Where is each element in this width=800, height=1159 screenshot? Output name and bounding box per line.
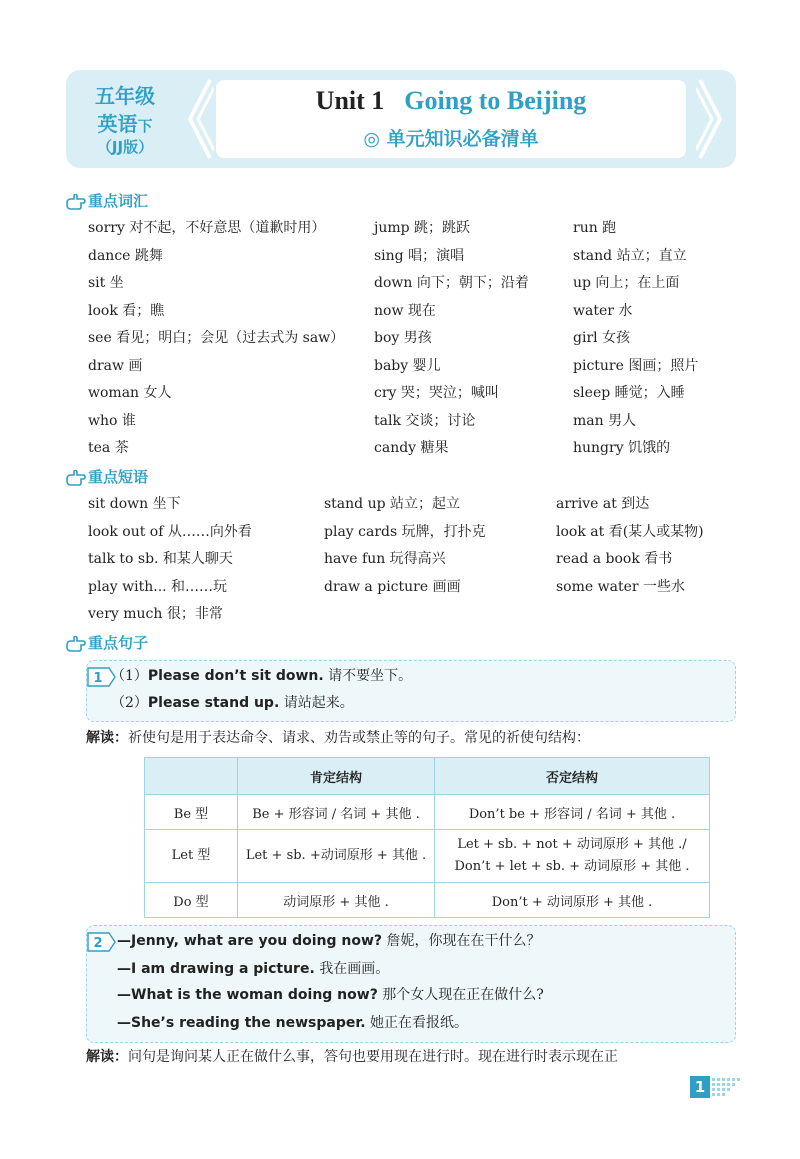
phrases-item: very much 很；非常 — [88, 606, 223, 622]
vocab-item: sit 坐 — [88, 275, 124, 291]
vocab-item: see 看见；明白；会见（过去式为 saw） — [88, 330, 345, 346]
vocab-item: man 男人 — [573, 412, 637, 429]
unit-name: Going to Beijing — [404, 86, 587, 115]
vocab-item: talk 交谈；讨论 — [374, 412, 476, 429]
dialog-line-3 — [117, 984, 544, 1006]
edition: （JJ版） — [96, 138, 154, 156]
left-chevron-icon — [184, 76, 214, 162]
unit-header — [66, 70, 736, 168]
number-tag-2-text: 2 — [93, 936, 103, 951]
dialog-line-2 — [117, 958, 389, 980]
vocab-item: stand 站立；直立 — [573, 247, 687, 264]
pointing-hand-icon — [66, 194, 86, 210]
vocab-item: hungry 饥饿的 — [573, 440, 671, 456]
vocab-item: dance 跳舞 — [88, 247, 163, 264]
dialog-zh: 我在画画。 — [319, 961, 390, 977]
vocab-item: look 看；瞧 — [88, 302, 165, 319]
imperative-table — [144, 757, 710, 918]
vocab-item: tea 茶 — [88, 440, 129, 456]
table-row — [145, 830, 710, 883]
vocab-item: baby 婴儿 — [374, 357, 441, 374]
explanation-2 — [86, 1046, 618, 1068]
phrases-item: arrive at 到达 — [556, 496, 650, 512]
grade-line2 — [66, 108, 184, 137]
sentence-prefix: （2） — [111, 695, 148, 711]
vocab-item: who 谁 — [88, 412, 136, 429]
sentence-1-1 — [111, 665, 412, 687]
phrases-item: some water 一些水 — [556, 578, 686, 595]
sentence-1-2 — [111, 692, 354, 714]
dialog-line-1 — [117, 930, 540, 952]
phrases-item: stand up 站立；起立 — [324, 496, 461, 512]
vocab-item: picture 图画；照片 — [573, 357, 699, 374]
vocab-item: boy 男孩 — [374, 330, 432, 346]
section-vocab — [66, 191, 148, 211]
dialog-en: —Jenny, what are you doing now? — [117, 933, 383, 949]
vocab-item: down 向下；朝下；沿着 — [374, 275, 529, 291]
number-tag-2 — [87, 932, 117, 952]
vocab-item: sing 唱；演唱 — [374, 247, 465, 264]
dialog-zh: 詹妮，你现在在干什么？ — [386, 933, 541, 949]
dot-pattern-icon — [712, 1077, 752, 1097]
dialog-zh: 她正在看报纸。 — [370, 1015, 469, 1031]
sentence-box-1 — [86, 660, 736, 722]
table-cell: Let + sb. +动词原形 + 其他 . — [238, 830, 435, 883]
vocab-item: woman 女人 — [88, 385, 172, 401]
table-cell — [435, 830, 710, 883]
table-cell-line: Let + sb. + not + 动词原形 + 其他 ./ — [457, 837, 687, 852]
sentence-prefix: （1） — [111, 668, 148, 684]
sentence-zh: 请不要坐下。 — [328, 668, 413, 684]
sentence-zh: 请站起来。 — [283, 695, 354, 711]
dialog-zh: 那个女人现在正在做什么? — [382, 987, 544, 1003]
table-cell: 动词原形 + 其他 . — [238, 883, 435, 918]
vocab-item: candy 糖果 — [374, 440, 449, 456]
unit-number: Unit 1 — [315, 86, 385, 115]
table-cell: Let 型 — [145, 830, 238, 883]
vocab-item: jump 跳；跳跃 — [374, 220, 471, 236]
vocab-item: sorry 对不起，不好意思（道歉时用） — [88, 220, 326, 236]
vocab-item: now 现在 — [374, 302, 436, 319]
phrases-item: draw a picture 画画 — [324, 578, 461, 595]
vocab-item: girl 女孩 — [573, 330, 631, 346]
subject: 英语 — [97, 112, 138, 136]
dialog-en: —I am drawing a picture. — [117, 961, 315, 977]
table-header — [145, 758, 238, 795]
dialog-en: —What is the woman doing now? — [117, 987, 378, 1003]
section-phrases-title: 重点短语 — [88, 468, 149, 486]
table-header-row — [145, 758, 710, 795]
table-cell: Be 型 — [145, 795, 238, 830]
section-sentences — [66, 633, 148, 653]
section-phrases — [66, 467, 148, 487]
right-chevron-icon — [696, 76, 726, 162]
explanation-label: 解读： — [86, 1049, 128, 1065]
title-panel — [216, 80, 686, 158]
explanation-label: 解读： — [86, 730, 128, 746]
explanation-text: 祈使句是用于表达命令、请求、劝告或禁止等的句子。常见的祈使句结构： — [128, 730, 590, 746]
phrases-item: play with... 和……玩 — [88, 578, 228, 595]
phrases-item: look out of 从……向外看 — [88, 523, 252, 540]
table-row — [145, 883, 710, 918]
table-cell-line: Don’t + let + sb. + 动词原形 + 其他 . — [454, 859, 690, 874]
phrases-item: play cards 玩牌，打扑克 — [324, 523, 486, 540]
vocab-item: sleep 睡觉；入睡 — [573, 385, 685, 401]
table-header: 肯定结构 — [238, 758, 435, 795]
grade-label — [66, 70, 184, 168]
pointing-hand-icon — [66, 470, 86, 486]
vocab-item: up 向上；在上面 — [573, 275, 680, 291]
table-header: 否定结构 — [435, 758, 710, 795]
sentence-box-2 — [86, 925, 736, 1043]
unit-subtitle: ◎ 单元知识必备清单 — [363, 128, 539, 150]
vocab-item: run 跑 — [573, 220, 617, 236]
explanation-text: 问句是询问某人正在做什么事，答句也要用现在进行时。现在进行时表示现在正 — [128, 1049, 618, 1065]
sentence-en: Please don’t sit down. — [147, 668, 324, 684]
vocab-item: cry 哭；哭泣；喊叫 — [374, 385, 499, 401]
table-cell: Do 型 — [145, 883, 238, 918]
phrases-item: have fun 玩得高兴 — [324, 551, 446, 567]
grade-line1: 五年级 — [95, 84, 155, 108]
table-cell: Don’t be + 形容词 / 名词 + 其他 . — [435, 795, 710, 830]
table-row — [145, 795, 710, 830]
dialog-line-4 — [117, 1012, 468, 1034]
table-cell: Be + 形容词 / 名词 + 其他 . — [238, 795, 435, 830]
phrases-item: look at 看(某人或某物) — [556, 523, 704, 540]
pointing-hand-icon — [66, 636, 86, 652]
dialog-en: —She’s reading the newspaper. — [117, 1015, 366, 1031]
vocab-item: water 水 — [573, 302, 633, 319]
section-sentences-title: 重点句子 — [88, 634, 149, 652]
vocab-item: draw 画 — [88, 357, 143, 374]
phrases-item: sit down 坐下 — [88, 496, 181, 512]
term: 下 — [137, 117, 153, 135]
explanation-1 — [86, 727, 590, 749]
unit-title — [216, 86, 686, 116]
sentence-en: Please stand up. — [147, 695, 280, 711]
phrases-item: talk to sb. 和某人聊天 — [88, 551, 233, 567]
phrases-item: read a book 看书 — [556, 551, 673, 567]
section-vocab-title: 重点词汇 — [88, 192, 149, 210]
number-tag-1-text: 1 — [93, 671, 103, 686]
table-cell: Don’t + 动词原形 + 其他 . — [435, 883, 710, 918]
page-number: 1 — [690, 1076, 710, 1098]
